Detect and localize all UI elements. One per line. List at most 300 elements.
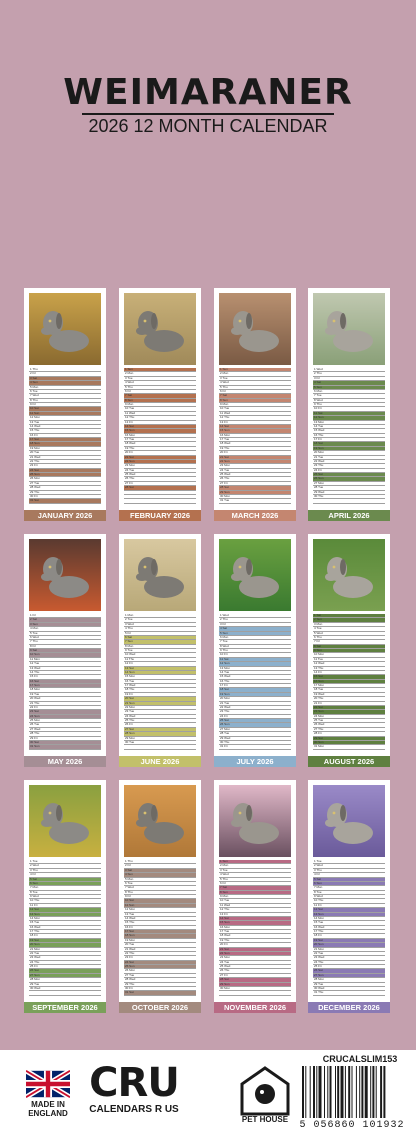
day-label: 13 Mon [220, 665, 231, 670]
day-label: 3 Mon [314, 621, 323, 626]
day-label: 8 Thu [125, 889, 133, 894]
day-label: 7 Sat [220, 885, 228, 890]
day-label: 3 Thu [314, 867, 322, 872]
day-list [124, 860, 196, 996]
day-label: 17 Sat [125, 929, 134, 933]
day-label: 24 Fri [220, 713, 228, 718]
weimaraner-photo-icon [29, 293, 101, 365]
day-label: 12 Wed [314, 661, 325, 666]
day-label: 27 Tue [30, 480, 40, 485]
barcode-bar [327, 1066, 328, 1118]
day-label: 17 Thu [30, 929, 40, 933]
weimaraner-photo-icon [124, 785, 196, 857]
day-label: 11 Sun [125, 902, 135, 907]
day-label: 23 Tue [125, 709, 135, 714]
dog-photo [313, 539, 385, 611]
day-label: 1 Sun [125, 367, 133, 371]
day-label: 27 Mon [220, 726, 231, 731]
day-label: 9 Wed [314, 894, 323, 898]
day-label: 26 Mon [125, 968, 136, 973]
month-panel [214, 288, 296, 521]
month-label: MAY 2026 [24, 756, 106, 767]
day-label: 11 Fri [30, 902, 38, 907]
day-label: 4 Mon [30, 626, 39, 631]
day-label: 21 Wed [125, 946, 136, 951]
day-label: 8 Wed [220, 643, 229, 648]
day-label: 29 Fri [30, 735, 38, 740]
day-label: 31 Tue [220, 498, 230, 503]
weimaraner-photo-icon [124, 293, 196, 365]
month-panel [308, 534, 390, 767]
day-row [124, 745, 196, 749]
day-label: 7 Tue [220, 639, 228, 644]
barcode-icon [300, 1066, 410, 1118]
day-label: 1 Wed [220, 613, 229, 617]
day-label: 10 Thu [30, 898, 40, 903]
day-list [29, 368, 101, 504]
day-label: 16 Mon [220, 432, 231, 437]
day-label: 4 Sat [220, 626, 228, 631]
day-label: 26 Sat [30, 968, 39, 973]
day-label: 4 Wed [220, 380, 229, 385]
barcode-bar [365, 1066, 368, 1118]
day-label: 26 Thu [220, 968, 230, 973]
month-grid [24, 288, 392, 1014]
day-label: 29 Wed [314, 489, 325, 494]
day-label: 19 Mon [125, 937, 136, 942]
day-label: 8 Sun [220, 397, 228, 402]
day-label: 1 Thu [125, 859, 133, 863]
day-label: 30 Mon [220, 493, 231, 498]
day-label: 23 Mon [220, 955, 231, 960]
day-label: 24 Thu [314, 959, 324, 964]
weimaraner-photo-icon [313, 293, 385, 365]
day-label: 14 Mon [30, 915, 41, 920]
day-label: 11 Sat [314, 410, 323, 415]
day-label: 20 Sun [314, 942, 324, 947]
day-label: 26 Tue [30, 722, 40, 727]
day-label: 10 Thu [314, 898, 324, 903]
day-label: 16 Sun [314, 678, 324, 683]
day-label: 25 Mon [30, 718, 41, 722]
day-label: 10 Tue [125, 406, 135, 411]
day-label: 4 Sun [30, 380, 38, 385]
day-list [219, 614, 291, 750]
dog-photo [313, 785, 385, 857]
day-row [219, 991, 291, 995]
day-label: 23 Sun [314, 709, 324, 714]
day-label: 20 Wed [30, 696, 41, 701]
day-label: 20 Sat [125, 696, 134, 701]
day-label: 28 Tue [314, 485, 324, 490]
day-label: 14 Fri [314, 669, 322, 674]
day-label: 7 Tue [314, 393, 322, 398]
day-label: 17 Fri [314, 437, 322, 441]
barcode-bar [316, 1066, 317, 1118]
day-label: 30 Sat [30, 739, 39, 744]
day-label: 27 Tue [125, 972, 135, 977]
day-label: 28 Sun [125, 731, 135, 736]
day-label: 31 Thu [314, 990, 324, 995]
day-label: 30 Fri [30, 493, 38, 498]
day-label: 11 Sun [30, 410, 40, 415]
day-label: 12 Thu [125, 415, 135, 420]
day-label: 16 Fri [30, 432, 38, 437]
day-label: 16 Thu [220, 678, 230, 683]
day-label: 15 Tue [314, 920, 324, 925]
day-label: 6 Sun [314, 880, 322, 885]
day-label: 6 Thu [314, 634, 322, 639]
day-label: 24 Wed [125, 713, 136, 718]
day-row [313, 745, 385, 749]
day-label: 21 Tue [220, 700, 230, 705]
day-label: 17 Sat [30, 437, 39, 441]
day-label: 25 Wed [220, 472, 231, 476]
day-label: 26 Fri [125, 722, 133, 727]
footer [0, 1050, 416, 1136]
day-label: 23 Mon [220, 463, 231, 468]
day-label: 7 Sat [220, 393, 228, 398]
month-panel [119, 780, 201, 1013]
day-list [219, 368, 291, 504]
day-label: 27 Thu [314, 726, 324, 731]
day-label: 24 Thu [30, 959, 40, 964]
barcode-bar [345, 1066, 346, 1118]
day-label: 18 Sat [314, 441, 323, 446]
day-label: 22 Fri [30, 704, 38, 709]
made-in-england-text: MADE IN ENGLAND [28, 1100, 68, 1118]
day-label: 15 Sun [125, 428, 135, 433]
day-label: 5 Mon [30, 384, 39, 389]
day-label: 11 Wed [220, 902, 231, 907]
day-label: 6 Mon [220, 634, 229, 639]
barcode-number: 5 056860 101932 [299, 1120, 405, 1131]
day-label: 26 Mon [30, 476, 41, 481]
day-label: 14 Sat [220, 915, 229, 920]
day-label: 18 Sat [220, 687, 229, 692]
day-label: 4 Sun [125, 872, 133, 877]
barcode-bar [359, 1066, 360, 1118]
barcode-bar [319, 1066, 322, 1118]
day-label: 30 Wed [30, 985, 41, 990]
day-label: 14 Mon [314, 915, 325, 920]
day-label: 18 Fri [314, 933, 322, 938]
day-label: 10 Wed [125, 652, 136, 657]
day-label: 30 Fri [125, 985, 133, 990]
day-label: 9 Mon [125, 402, 134, 406]
day-label: 3 Sat [30, 375, 38, 380]
day-label: 29 Mon [125, 735, 136, 740]
day-label: 29 Thu [125, 981, 135, 986]
day-label: 5 Tue [30, 630, 38, 635]
day-label: 18 Mon [30, 687, 41, 692]
day-label: 5 Mon [125, 876, 134, 881]
month-label: JUNE 2026 [119, 756, 201, 767]
day-label: 22 Sun [125, 458, 135, 463]
day-label: 16 Mon [125, 432, 136, 437]
product-code: CRUCALSLIM153 [322, 1054, 398, 1064]
day-label: 2 Mon [220, 863, 229, 868]
cru-logo: CRU [89, 1060, 179, 1106]
day-label: 6 Mon [314, 388, 323, 393]
day-label: 18 Sun [30, 441, 40, 446]
day-label: 18 Wed [220, 933, 231, 938]
day-label: 3 Thu [30, 867, 38, 872]
day-label: 28 Fri [314, 731, 322, 736]
day-label: 1 Tue [30, 859, 38, 863]
day-label: 27 Sun [314, 972, 324, 977]
day-label: 4 Fri [30, 872, 36, 877]
day-label: 13 Thu [314, 665, 324, 670]
day-label: 9 Fri [30, 402, 36, 406]
day-label: 2 Wed [30, 863, 39, 868]
day-label: 12 Thu [220, 415, 230, 420]
day-list [124, 614, 196, 750]
dog-photo [313, 293, 385, 365]
day-label: 6 Tue [30, 388, 38, 393]
day-label: 29 Tue [30, 981, 40, 986]
day-label: 13 Tue [125, 911, 135, 916]
day-label: 29 Sun [220, 489, 230, 494]
day-label: 16 Wed [30, 924, 41, 929]
day-label: 26 Sun [220, 722, 230, 727]
day-label: 20 Thu [314, 696, 324, 701]
day-label: 21 Mon [314, 946, 325, 951]
day-label: 28 Mon [314, 977, 325, 982]
weimaraner-photo-icon [313, 785, 385, 857]
day-label: 4 Sat [314, 380, 322, 385]
day-label: 21 Sat [220, 454, 229, 459]
day-label: 14 Tue [314, 423, 324, 428]
day-label: 15 Fri [30, 674, 38, 679]
day-label: 22 Tue [30, 950, 40, 955]
day-list [219, 860, 291, 996]
day-label: 8 Thu [30, 397, 38, 402]
barcode-bar [383, 1066, 385, 1118]
day-label: 30 Wed [314, 985, 325, 990]
month-label: OCTOBER 2026 [119, 1002, 201, 1013]
month-label: NOVEMBER 2026 [214, 1002, 296, 1013]
day-label: 20 Sun [30, 942, 40, 947]
day-label: 2 Tue [125, 617, 133, 622]
day-label: 11 Thu [125, 656, 135, 661]
day-label: 17 Tue [220, 929, 230, 933]
day-label: 15 Wed [220, 674, 231, 679]
day-label: 5 Sun [220, 630, 228, 635]
day-label: 2 Fri [125, 863, 131, 868]
day-label: 19 Mon [30, 445, 41, 450]
day-label: 6 Sun [30, 880, 38, 885]
day-label: 29 Sun [220, 981, 230, 986]
day-label: 22 Sun [220, 950, 230, 955]
day-label: 11 Sat [220, 656, 229, 661]
barcode-bar [348, 1066, 350, 1118]
day-label: 7 Thu [30, 639, 38, 644]
month-label: SEPTEMBER 2026 [24, 1002, 106, 1013]
barcode-bar [361, 1066, 363, 1118]
day-label: 29 Tue [314, 981, 324, 986]
barcode-bar [310, 1066, 311, 1118]
day-label: 1 Fri [30, 613, 36, 617]
day-label: 25 Thu [125, 718, 135, 722]
month-label: FEBRUARY 2026 [119, 510, 201, 521]
day-label: 30 Tue [125, 739, 135, 744]
day-row [219, 745, 291, 749]
day-label: 27 Wed [30, 726, 41, 731]
day-label: 5 Wed [314, 630, 323, 635]
day-label: 31 Fri [220, 744, 228, 749]
day-label: 27 Fri [220, 480, 228, 485]
day-label: 2 Wed [314, 863, 323, 868]
day-label: 17 Fri [220, 683, 228, 687]
day-label: 5 Fri [125, 630, 131, 635]
day-label: 3 Fri [314, 375, 320, 380]
day-label: 7 Sat [125, 393, 133, 398]
day-label: 9 Thu [220, 648, 228, 652]
day-label: 11 Wed [125, 410, 136, 415]
day-label: 13 Mon [314, 419, 325, 424]
day-label: 19 Sat [314, 937, 323, 942]
day-label: 9 Sat [30, 648, 38, 652]
day-label: 30 Thu [220, 739, 230, 744]
day-label: 13 Tue [30, 419, 40, 424]
day-label: 3 Sat [125, 867, 133, 872]
day-label: 19 Fri [125, 691, 133, 696]
day-label: 7 Mon [314, 885, 323, 890]
month-panel [24, 780, 106, 1013]
day-label: 3 Fri [220, 621, 226, 626]
day-label: 13 Fri [125, 419, 133, 424]
day-label: 19 Thu [220, 445, 230, 450]
day-label: 10 Fri [314, 406, 322, 411]
day-label: 13 Fri [220, 911, 228, 916]
day-label: 1 Sat [314, 613, 322, 617]
month-panel [214, 780, 296, 1013]
day-label: 11 Tue [314, 656, 323, 661]
day-list [124, 368, 196, 504]
day-label: 5 Sat [314, 876, 322, 881]
day-label: 19 Sun [314, 445, 324, 450]
day-label: 8 Sun [125, 397, 133, 402]
day-label: 6 Fri [220, 388, 226, 393]
day-label: 6 Sat [125, 634, 133, 639]
day-label: 13 Sun [314, 911, 324, 916]
day-label: 1 Mon [125, 613, 134, 617]
day-list [29, 860, 101, 996]
month-label: APRIL 2026 [308, 510, 390, 521]
calendar-subtitle: 2026 12 MONTH CALENDAR [88, 116, 328, 136]
day-label: 15 Tue [30, 920, 40, 925]
day-label: 9 Thu [314, 402, 322, 406]
day-label: 24 Tue [220, 959, 230, 964]
barcode-bar [352, 1066, 353, 1118]
day-row [124, 991, 196, 995]
day-label: 19 Wed [314, 691, 325, 696]
day-label: 21 Wed [30, 454, 41, 459]
day-label: 16 Mon [220, 924, 231, 929]
barcode-bar [380, 1066, 382, 1118]
day-label: 2 Mon [125, 371, 134, 376]
weimaraner-photo-icon [219, 785, 291, 857]
weimaraner-photo-icon [313, 539, 385, 611]
day-label: 22 Mon [125, 704, 136, 709]
day-label: 27 Fri [220, 972, 228, 977]
day-row [29, 745, 101, 749]
day-label: 24 Tue [125, 467, 135, 472]
day-label: 15 Sun [220, 920, 230, 925]
day-label: 3 Tue [220, 375, 228, 380]
pet-house-text: PET HOUSE [241, 1115, 289, 1124]
day-label: 9 Wed [30, 894, 39, 898]
day-label: 13 Sun [30, 911, 40, 916]
day-label: 24 Sun [30, 713, 40, 718]
day-label: 28 Sat [220, 977, 229, 982]
day-label: 21 Mon [30, 946, 41, 951]
day-list [313, 860, 385, 996]
month-panel [308, 288, 390, 521]
cru-tagline: CALENDARS R US [89, 1104, 179, 1115]
pet-house-logo-icon [238, 1064, 292, 1124]
day-label: 24 Sat [30, 467, 39, 472]
day-label: 21 Sat [220, 946, 229, 951]
day-label: 5 Thu [220, 876, 228, 881]
dog-photo [124, 293, 196, 365]
day-label: 25 Fri [30, 964, 38, 968]
dog-photo [29, 539, 101, 611]
day-label: 2 Sat [30, 617, 38, 622]
day-label: 25 Sun [30, 472, 40, 476]
day-label: 3 Sun [30, 621, 38, 626]
day-label: 24 Tue [220, 467, 230, 472]
day-label: 14 Tue [220, 669, 230, 674]
day-label: 13 Fri [220, 419, 228, 424]
day-label: 7 Fri [314, 639, 320, 644]
day-label: 19 Thu [125, 445, 135, 450]
day-label: 7 Mon [30, 885, 39, 890]
day-label: 25 Wed [220, 964, 231, 968]
day-label: 6 Fri [220, 880, 226, 885]
day-label: 4 Thu [125, 626, 133, 631]
day-label: 17 Wed [125, 683, 136, 687]
day-row [219, 499, 291, 503]
day-label: 5 Sun [314, 384, 322, 389]
month-label: MARCH 2026 [214, 510, 296, 521]
day-label: 1 Sun [220, 367, 228, 371]
day-label: 22 Sat [314, 704, 323, 709]
day-label: 22 Wed [220, 704, 231, 709]
day-label: 21 Sat [125, 454, 134, 459]
day-label: 5 Thu [125, 384, 133, 389]
day-label: 12 Fri [125, 661, 133, 666]
dog-photo [219, 539, 291, 611]
day-label: 5 Sat [30, 876, 38, 881]
day-label: 7 Wed [30, 393, 39, 398]
day-label: 31 Sat [125, 990, 134, 995]
day-label: 31 Sun [30, 744, 40, 749]
day-label: 4 Wed [220, 872, 229, 877]
day-label: 23 Fri [125, 955, 133, 960]
day-label: 21 Tue [314, 454, 324, 459]
barcode-bar [370, 1066, 371, 1118]
day-label: 8 Tue [30, 889, 38, 894]
day-label: 8 Sat [314, 643, 322, 648]
day-label: 7 Wed [125, 885, 134, 890]
day-label: 25 Sun [125, 964, 135, 968]
day-label: 27 Sat [125, 726, 134, 731]
barcode-bar [335, 1066, 336, 1118]
day-label: 10 Tue [220, 898, 230, 903]
day-label: 15 Sun [220, 428, 230, 433]
